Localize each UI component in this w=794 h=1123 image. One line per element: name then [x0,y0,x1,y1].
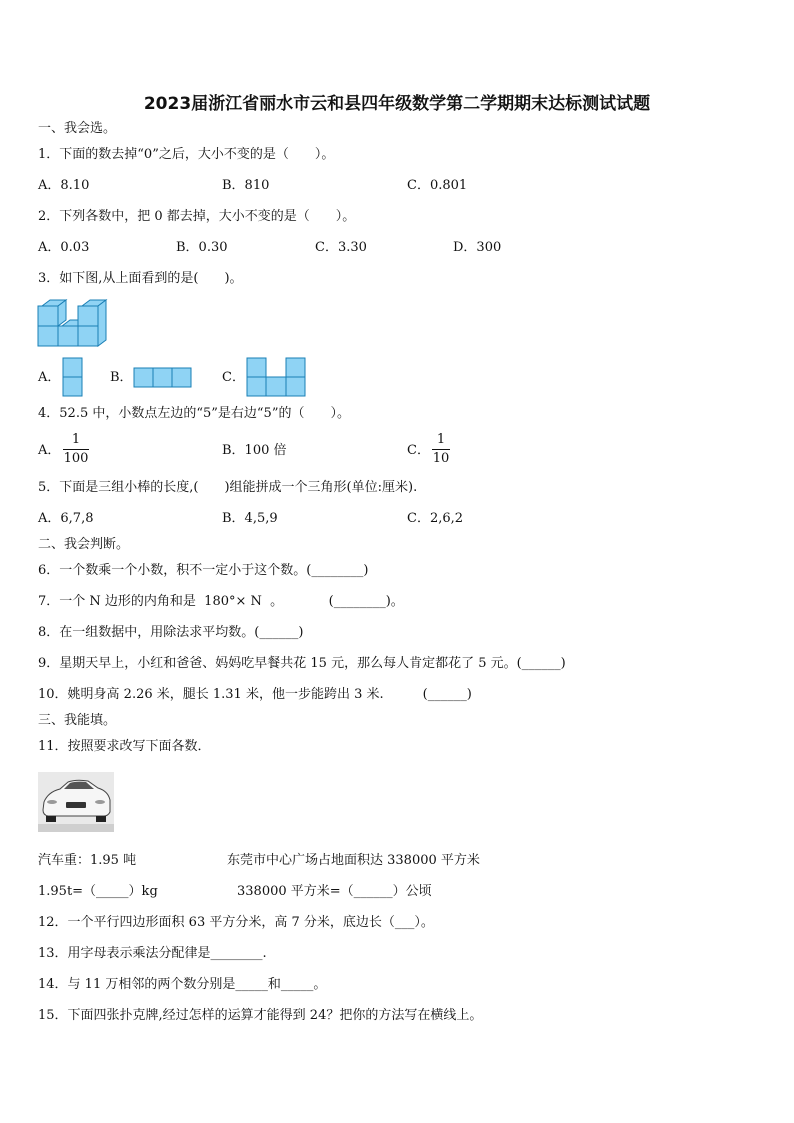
question-5: 5．下面是三组小棒的长度,( )组能拼成一个三角形(单位:厘米). [38,480,418,495]
q2-option-b: B．0.30 [176,240,228,255]
question-3: 3．如下图,从上面看到的是( )。 [38,271,243,286]
q4-option-c-label: C． [407,443,430,458]
question-10: 10．姚明身高 2.26 米，腿长 1.31 米，他一步能跨出 3 米. (______) [38,687,472,702]
q11-right-line-1: 东莞市中心广场占地面积达 338000 平方米 [227,853,480,868]
q1-option-a: A．8.10 [38,178,90,193]
q3-option-b-label: B． [110,370,133,385]
fraction-bar [432,449,450,450]
fraction-numerator: 1 [436,432,446,447]
section-heading-3: 三、我能填。 [38,713,117,728]
question-6: 6．一个数乘一个小数，积不一定小于这个数。(________) [38,563,369,578]
q2-option-c: C．3.30 [315,240,367,255]
q5-option-a: A．6,7,8 [38,511,94,526]
q3-option-c-label: C． [222,370,245,385]
q11-left-line-2: 1.95t=（_____）kg [38,884,158,899]
q2-option-a: A．0.03 [38,240,90,255]
question-9: 9．星期天早上，小红和爸爸、妈妈吃早餐共花 15 元，那么每人肯定都花了 5 元。(______) [38,656,566,671]
question-14: 14．与 11 万相邻的两个数分别是_____和_____。 [38,977,327,992]
fraction-numerator: 1 [71,432,81,447]
q3-option-b-figure [133,367,195,389]
q4-option-a-label: A． [38,443,61,458]
q11-left-line-1: 汽车重：1.95 吨 [38,853,137,868]
question-15: 15．下面四张扑克牌,经过怎样的运算才能得到 24？把你的方法写在横线上。 [38,1008,483,1023]
question-11: 11．按照要求改写下面各数． [38,739,211,754]
page-title: 2023届浙江省丽水市云和县四年级数学第二学期期末达标测试试题 [143,94,651,114]
q3-option-a-label: A． [38,370,61,385]
question-8: 8．在一组数据中，用除法求平均数。(______) [38,625,304,640]
q2-option-d: D．300 [453,240,502,255]
cube-stack-figure [36,298,108,350]
q1-option-c: C．0.801 [407,178,468,193]
question-12: 12．一个平行四边形面积 63 平方分米，高 7 分米，底边长（___）。 [38,915,434,930]
fraction-denominator: 10 [432,451,450,466]
q3-option-c-figure [246,357,308,399]
question-7: 7．一个 N 边形的内角和是 180°× N 。 (________)。 [38,594,404,609]
section-heading-2: 二、我会判断。 [38,537,130,552]
fraction-bar [63,449,89,450]
q11-right-line-2: 338000 平方米=（______）公顷 [237,884,432,899]
question-2: 2．下列各数中，把 0 都去掉，大小不变的是（ ）。 [38,209,356,224]
question-4: 4．52.5 中，小数点左边的“5”是右边“5”的（ ）。 [38,406,350,421]
fraction-denominator: 100 [63,451,89,466]
question-13: 13．用字母表示乘法分配律是________. [38,946,267,961]
q1-option-b: B．810 [222,178,270,193]
q4-option-c-fraction [432,432,450,467]
q4-option-a-fraction [63,432,89,467]
q5-option-c: C．2,6,2 [407,511,464,526]
section-heading-1: 一、我会选。 [38,121,117,136]
question-1: 1．下面的数去掉“0”之后，大小不变的是（ ）。 [38,147,335,162]
car-photo [38,772,114,832]
q4-option-b: B．100 倍 [222,443,287,458]
q5-option-b: B．4,5,9 [222,511,278,526]
q3-option-a-figure [62,357,84,399]
